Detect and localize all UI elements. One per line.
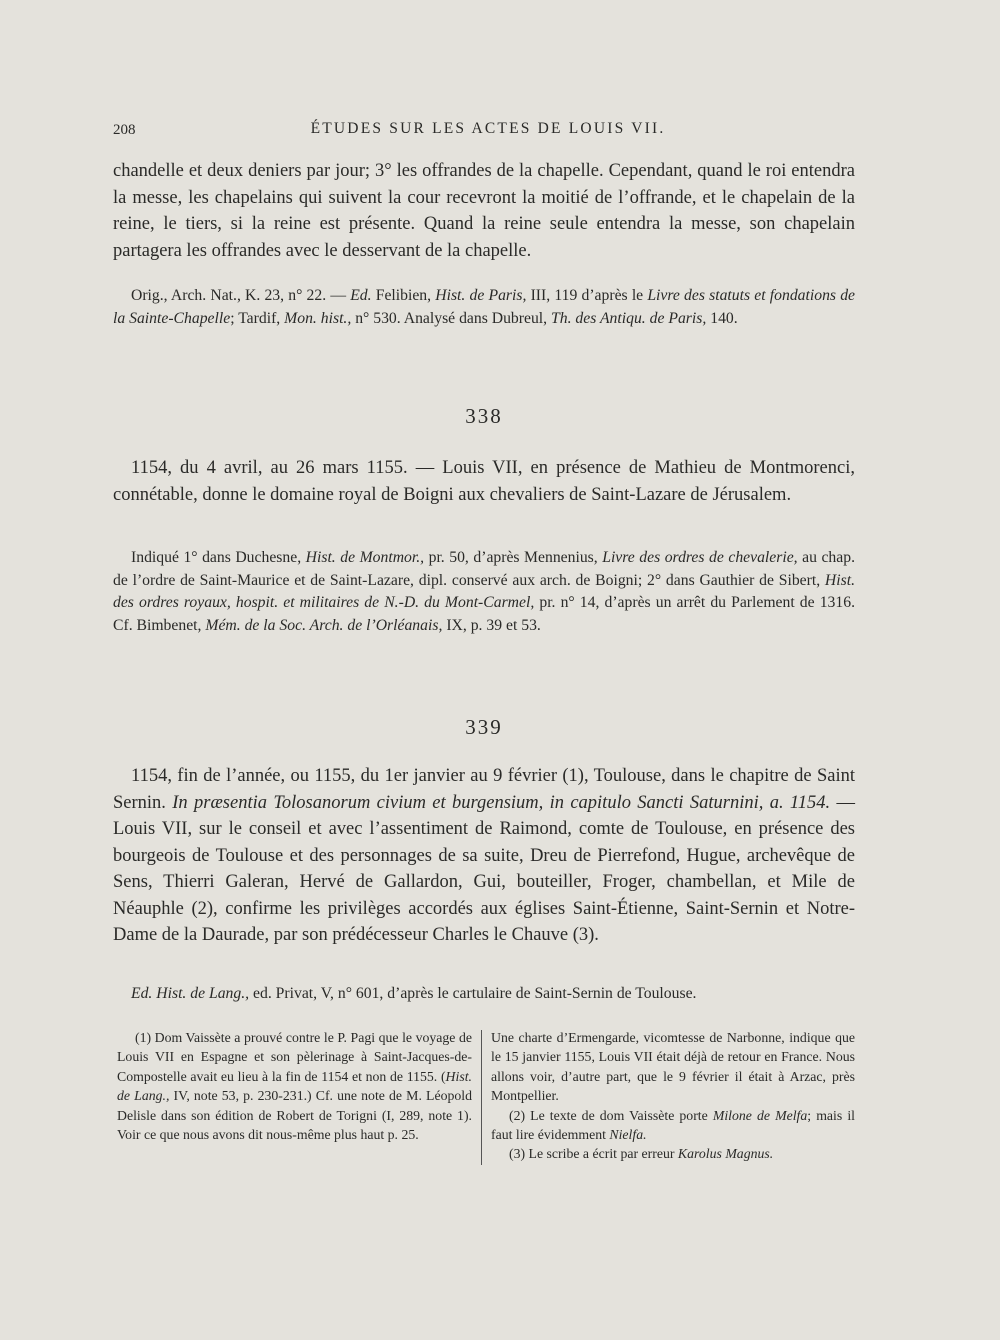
running-title: ÉTUDES SUR LES ACTES DE LOUIS VII. xyxy=(310,120,666,137)
act-339-sources xyxy=(113,983,855,1006)
act-338-sources-text: Indiqué 1° dans Duchesne, Hist. de Montmor., pr. 50, d’après Mennenius, Livre des ordres de chevalerie, au chap. de l’ordre de Saint-Maurice et de Saint-Lazare, dipl. conservé aux arch. de Boigni; 2° dans Gauthier de Sibert, Hist. des ordres royaux, hospit. et militaires de N.-D. du Mont-Carmel, pr. n° 14, d’après un arrêt du Parlement de 1316. Cf. Bimbenet, Mém. de la Soc. Arch. de l’Orléanais, IX, p. 39 et 53. xyxy=(113,549,855,634)
act-number-338: 338 xyxy=(465,404,503,428)
act-338-sources xyxy=(113,547,855,637)
act-339-summary-text: 1154, fin de l’année, ou 1155, du 1er janvier au 9 février (1), Toulouse, dans le chapitre de Saint Sernin. In præsentia Tolosanorum civium et burgensium, in capitulo Sancti Saturnini, a. 1154. — Louis VII, sur le conseil et avec l’assentiment de Raimond, comte de Toulouse, en présence des bourgeois de Toulouse et des personnages de sa suite, Dreu de Pierrefond, Hugue, archevêque de Sens, Thierri Galeran, Hervé de Gallardon, Gui, bouteiller, Froger, chambellan, et Mile de Néauphle (2), confirme les privilèges accordés aux églises Saint-Étienne, Saint-Sernin et Notre-Dame de la Daurade, par son prédécesseur Charles le Chauve (3). xyxy=(113,766,855,945)
footnotes-right-column xyxy=(491,1028,855,1164)
sources-text: Orig., Arch. Nat., K. 23, n° 22. — Ed. Felibien, Hist. de Paris, III, 119 d’après le Livre des statuts et fondations de la Sainte-Chapelle; Tardif, Mon. hist., n° 530. Analysé dans Dubreul, Th. des Antiqu. de Paris, 140. xyxy=(113,287,855,327)
page-number: 208 xyxy=(113,122,136,138)
continuation-sources xyxy=(113,285,855,330)
act-339-summary xyxy=(113,763,855,949)
running-head xyxy=(113,118,863,142)
act-number-339: 339 xyxy=(465,715,503,739)
footnote-column-divider xyxy=(481,1030,482,1165)
footnote-2: (2) Le texte de dom Vaissète porte Milone de Melfa; mais il faut lire évidemment Nielfa. xyxy=(491,1107,855,1143)
continuation-text: chandelle et deux deniers par jour; 3° les offrandes de la chapelle. Cependant, quand le roi entendra la messe, les chapelains qui suivent la cour recevront la moitié de l’offrande, et le chapelain de la reine, le tiers, si la reine est présente. Quand la reine seule entendra la messe, son chapelain partagera les offrandes avec le desservant de la chapelle. xyxy=(113,161,855,261)
footnotes-left-column xyxy=(117,1028,472,1144)
continuation-paragraph xyxy=(113,158,855,264)
footnote-1-continued: Une charte d’Ermengarde, vicomtesse de Narbonne, indique que le 15 janvier 1155, Louis VII était déjà de retour en France. Nous allons voir, d’autre part, que le 9 février il était à Arzac, près Montpellier. xyxy=(491,1030,855,1104)
footnote-1: (1) Dom Vaissète a prouvé contre le P. Pagi que le voyage de Louis VII en Espagne et son pèlerinage à Saint-Jacques-de-Compostelle avait eu lieu à la fin de 1154 et non de 1155. (Hist. de Lang., IV, note 53, p. 230-231.) Cf. une note de M. Léopold Delisle dans son édition de Robert de Torigni (I, 289, note 1). Voir ce que nous avons dit nous-même plus haut p. 25. xyxy=(117,1030,472,1143)
act-338-summary xyxy=(113,455,855,508)
act-339-sources-text: Ed. Hist. de Lang., ed. Privat, V, n° 601, d’après le cartulaire de Saint-Sernin de Toulouse. xyxy=(131,985,697,1002)
footnote-3: (3) Le scribe a écrit par erreur Karolus Magnus. xyxy=(509,1146,774,1162)
act-338-summary-text: 1154, du 4 avril, au 26 mars 1155. — Louis VII, en présence de Mathieu de Montmorenci, connétable, donne le domaine royal de Boigni aux chevaliers de Saint-Lazare de Jérusalem. xyxy=(113,458,855,505)
